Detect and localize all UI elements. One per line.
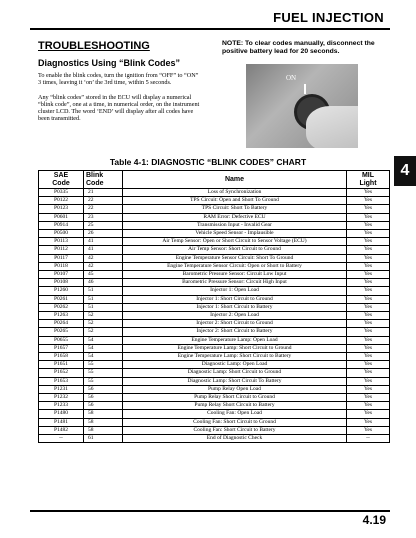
blink-code-cell: 42 (84, 262, 123, 270)
mil-light-cell: Yes (347, 353, 390, 361)
blink-code-cell: 61 (84, 435, 123, 443)
table-row (39, 287, 390, 295)
sae-code-cell: P1652 (39, 369, 84, 377)
sae-code-cell: P1481 (39, 418, 84, 426)
sae-code-cell: P1651 (39, 361, 84, 369)
sae-code-cell: P0117 (39, 254, 84, 262)
table-header-row (39, 171, 390, 189)
mil-light-cell: Yes (347, 320, 390, 328)
blink-code-cell: 54 (84, 344, 123, 352)
blink-code-cell: 58 (84, 418, 123, 426)
mil-light-cell: Yes (347, 394, 390, 402)
mil-light-cell: Yes (347, 410, 390, 418)
sae-code-cell: P1480 (39, 410, 84, 418)
table-row (39, 303, 390, 311)
mil-light-cell: Yes (347, 385, 390, 393)
table-row (39, 369, 390, 377)
sae-code-cell: P0118 (39, 262, 84, 270)
mil-light-cell: Yes (347, 271, 390, 279)
blink-code-cell: 55 (84, 377, 123, 385)
sae-code-cell: P1232 (39, 394, 84, 402)
code-name-cell: Diagnostic Lamp: Short Circuit To Battery (123, 377, 347, 385)
column-header-blink-code: Blink Code (84, 171, 123, 189)
mil-light-cell: Yes (347, 221, 390, 229)
table-row (39, 353, 390, 361)
code-name-cell: Injector 2: Short Circuit to Ground (123, 320, 347, 328)
mil-light-cell: Yes (347, 369, 390, 377)
sae-code-cell: P0262 (39, 303, 84, 311)
sae-code-cell: P0122 (39, 197, 84, 205)
code-name-cell: Pump Relay Short Circuit to Ground (123, 394, 347, 402)
table-row (39, 418, 390, 426)
code-name-cell: Engine Temperature Sensor Circuit: Open or Short to Battery (123, 262, 347, 270)
blink-code-cell: 21 (84, 189, 123, 197)
blink-code-cell: 45 (84, 271, 123, 279)
table-row (39, 295, 390, 303)
code-name-cell: Pump Relay Short Circuit to Battery (123, 402, 347, 410)
code-name-cell: Pump Relay Open Load (123, 385, 347, 393)
mil-light-cell: Yes (347, 254, 390, 262)
code-name-cell: Engine Temperature Lamp: Open Load (123, 336, 347, 344)
table-title: Table 4-1: DIAGNOSTIC “BLINK CODES” CHART (109, 157, 307, 167)
code-name-cell: RAM Error: Defective ECU (123, 213, 347, 221)
blink-code-cell: 54 (84, 336, 123, 344)
table-row (39, 197, 390, 205)
table-row (39, 328, 390, 336)
table-row (39, 385, 390, 393)
sae-code-cell: P0914 (39, 221, 84, 229)
sae-code-cell: P0261 (39, 295, 84, 303)
code-name-cell: Injector 1: Short Circuit to Battery (123, 303, 347, 311)
table-row (39, 221, 390, 229)
mil-light-cell: Yes (347, 287, 390, 295)
table-row (39, 435, 390, 443)
column-header-name: Name (123, 171, 347, 189)
section-title: TROUBLESHOOTING (38, 40, 150, 52)
mil-light-cell: Yes (347, 377, 390, 385)
code-name-cell: Cooling Fan: Open Load (123, 410, 347, 418)
mil-light-cell: Yes (347, 246, 390, 254)
sae-code-cell: P1260 (39, 287, 84, 295)
blink-code-cell: 26 (84, 230, 123, 238)
sae-code-cell: P0123 (39, 205, 84, 213)
code-name-cell: Transmission Input - Invalid Gear (123, 221, 347, 229)
mil-light-cell: Yes (347, 262, 390, 270)
mil-light-cell: Yes (347, 189, 390, 197)
mil-light-cell: Yes (347, 336, 390, 344)
blink-code-cell: 58 (84, 410, 123, 418)
code-name-cell: TPS Circuit: Open and Short To Ground (123, 197, 347, 205)
code-name-cell: End of Diagnostic Check (123, 435, 347, 443)
blink-code-cell: 52 (84, 312, 123, 320)
sae-code-cell: P0113 (39, 238, 84, 246)
mil-light-cell: -- (347, 435, 390, 443)
table-row (39, 312, 390, 320)
blink-code-cell: 52 (84, 320, 123, 328)
table-row (39, 205, 390, 213)
code-name-cell: Cooling Fan: Short Circuit to Battery (123, 426, 347, 434)
code-name-cell: Vehicle Speed Sensor - Implausible (123, 230, 347, 238)
subsection-title: Diagnostics Using “Blink Codes” (38, 58, 181, 68)
mil-light-cell: Yes (347, 205, 390, 213)
code-name-cell: Loss of Synchronization (123, 189, 347, 197)
mil-light-cell: Yes (347, 238, 390, 246)
page-number: 4.19 (362, 513, 386, 527)
blink-code-cell: 55 (84, 361, 123, 369)
code-name-cell: Diagnostic Lamp: Short Circuit to Ground (123, 369, 347, 377)
sae-code-cell: P1657 (39, 344, 84, 352)
blink-code-cell: 25 (84, 221, 123, 229)
code-name-cell: Injector 2: Open Load (123, 312, 347, 320)
code-name-cell: Barometric Pressure Sensor: Circuit Low Input (123, 271, 347, 279)
photo-on-label: ON (286, 74, 297, 82)
blink-code-cell: 56 (84, 402, 123, 410)
column-header-mil-light: MIL Light (347, 171, 390, 189)
table-row (39, 426, 390, 434)
blink-code-cell: 22 (84, 197, 123, 205)
blink-code-cell: 51 (84, 287, 123, 295)
code-name-cell: Injector 1: Open Load (123, 287, 347, 295)
sae-code-cell: P0264 (39, 320, 84, 328)
mil-light-cell: Yes (347, 361, 390, 369)
sae-code-cell: -- (39, 435, 84, 443)
sae-code-cell: P0107 (39, 271, 84, 279)
table-row (39, 377, 390, 385)
table-row (39, 320, 390, 328)
table-row (39, 271, 390, 279)
sae-code-cell: P1482 (39, 426, 84, 434)
ignition-switch-photo (246, 64, 358, 148)
sae-code-cell: P1231 (39, 385, 84, 393)
table-row (39, 279, 390, 287)
code-name-cell: Cooling Fan: Short Circuit to Ground (123, 418, 347, 426)
sae-code-cell: P0112 (39, 246, 84, 254)
mil-light-cell: Yes (347, 344, 390, 352)
blink-codes-table (38, 170, 390, 443)
clear-codes-note: NOTE: To clear codes manually, disconnect the positive battery lead for 20 seconds. (222, 40, 375, 56)
mil-light-cell: Yes (347, 279, 390, 287)
table-row (39, 410, 390, 418)
blink-code-cell: 42 (84, 254, 123, 262)
mil-light-cell: Yes (347, 418, 390, 426)
blink-code-cell: 51 (84, 295, 123, 303)
code-name-cell: Injector 1: Short Circuit to Ground (123, 295, 347, 303)
sae-code-cell: P0265 (39, 328, 84, 336)
code-name-cell: Injector 2: Short Circuit to Battery (123, 328, 347, 336)
sae-code-cell: P0500 (39, 230, 84, 238)
code-name-cell: TPS Circuit: Short To Battery (123, 205, 347, 213)
sae-code-cell: P1263 (39, 312, 84, 320)
blink-code-cell: 41 (84, 238, 123, 246)
mil-light-cell: Yes (347, 328, 390, 336)
table-row (39, 262, 390, 270)
code-name-cell: Engine Temperature Sensor Circuit: Short To Ground (123, 254, 347, 262)
blink-code-cell: 54 (84, 353, 123, 361)
sae-code-cell: P1653 (39, 377, 84, 385)
table-row (39, 394, 390, 402)
sae-code-cell: P1233 (39, 402, 84, 410)
mil-light-cell: Yes (347, 426, 390, 434)
footer-rule (30, 510, 390, 512)
table-row (39, 246, 390, 254)
table-row (39, 402, 390, 410)
code-name-cell: Air Temp Sensor: Open or Short Circuit to Sensor Voltage (ECU) (123, 238, 347, 246)
mil-light-cell: Yes (347, 230, 390, 238)
sae-code-cell: P1658 (39, 353, 84, 361)
table-row (39, 336, 390, 344)
blink-code-cell: 56 (84, 385, 123, 393)
table-row (39, 238, 390, 246)
blink-code-cell: 55 (84, 369, 123, 377)
blink-code-cell: 58 (84, 426, 123, 434)
blink-code-cell: 46 (84, 279, 123, 287)
blink-code-cell: 56 (84, 394, 123, 402)
code-name-cell: Barometric Pressure Sensor: Circuit High Input (123, 279, 347, 287)
mil-light-cell: Yes (347, 312, 390, 320)
blink-code-cell: 41 (84, 246, 123, 254)
sae-code-cell: P0108 (39, 279, 84, 287)
blink-code-cell: 51 (84, 303, 123, 311)
blink-code-cell: 23 (84, 213, 123, 221)
column-header-sae-code: SAE Code (39, 171, 84, 189)
mil-light-cell: Yes (347, 303, 390, 311)
blink-code-cell: 52 (84, 328, 123, 336)
mil-light-cell: Yes (347, 402, 390, 410)
table-row (39, 189, 390, 197)
instruction-paragraph-2: Any “blink codes” stored in the ECU will display a numerical “blink code”, one at a time, in numerical order, on the instrument cluster LCD. The word ‘END’ will display after all codes have been transmitted. (38, 94, 200, 123)
page-header-title: FUEL INJECTION (273, 10, 384, 25)
instruction-paragraph-1: To enable the blink codes, turn the ignition from “OFF” to “ON” 3 times, leaving it ‘on’ the 3rd time, within 5 seconds. (38, 72, 199, 87)
mil-light-cell: Yes (347, 197, 390, 205)
code-name-cell: Engine Temperature Lamp: Short Circuit to Battery (123, 353, 347, 361)
chapter-tab-marker: 4 (394, 156, 416, 186)
mil-light-cell: Yes (347, 213, 390, 221)
blink-code-cell: 22 (84, 205, 123, 213)
table-row (39, 361, 390, 369)
table-row (39, 230, 390, 238)
code-name-cell: Diagnostic Lamp: Open Load (123, 361, 347, 369)
header-rule (30, 28, 390, 30)
sae-code-cell: P0601 (39, 213, 84, 221)
mil-light-cell: Yes (347, 295, 390, 303)
sae-code-cell: P0655 (39, 336, 84, 344)
sae-code-cell: P0335 (39, 189, 84, 197)
table-row (39, 213, 390, 221)
code-name-cell: Engine Temperature Lamp: Short Circuit to Ground (123, 344, 347, 352)
code-name-cell: Air Temp Sensor: Short Circuit to Ground (123, 246, 347, 254)
table-row (39, 344, 390, 352)
table-row (39, 254, 390, 262)
